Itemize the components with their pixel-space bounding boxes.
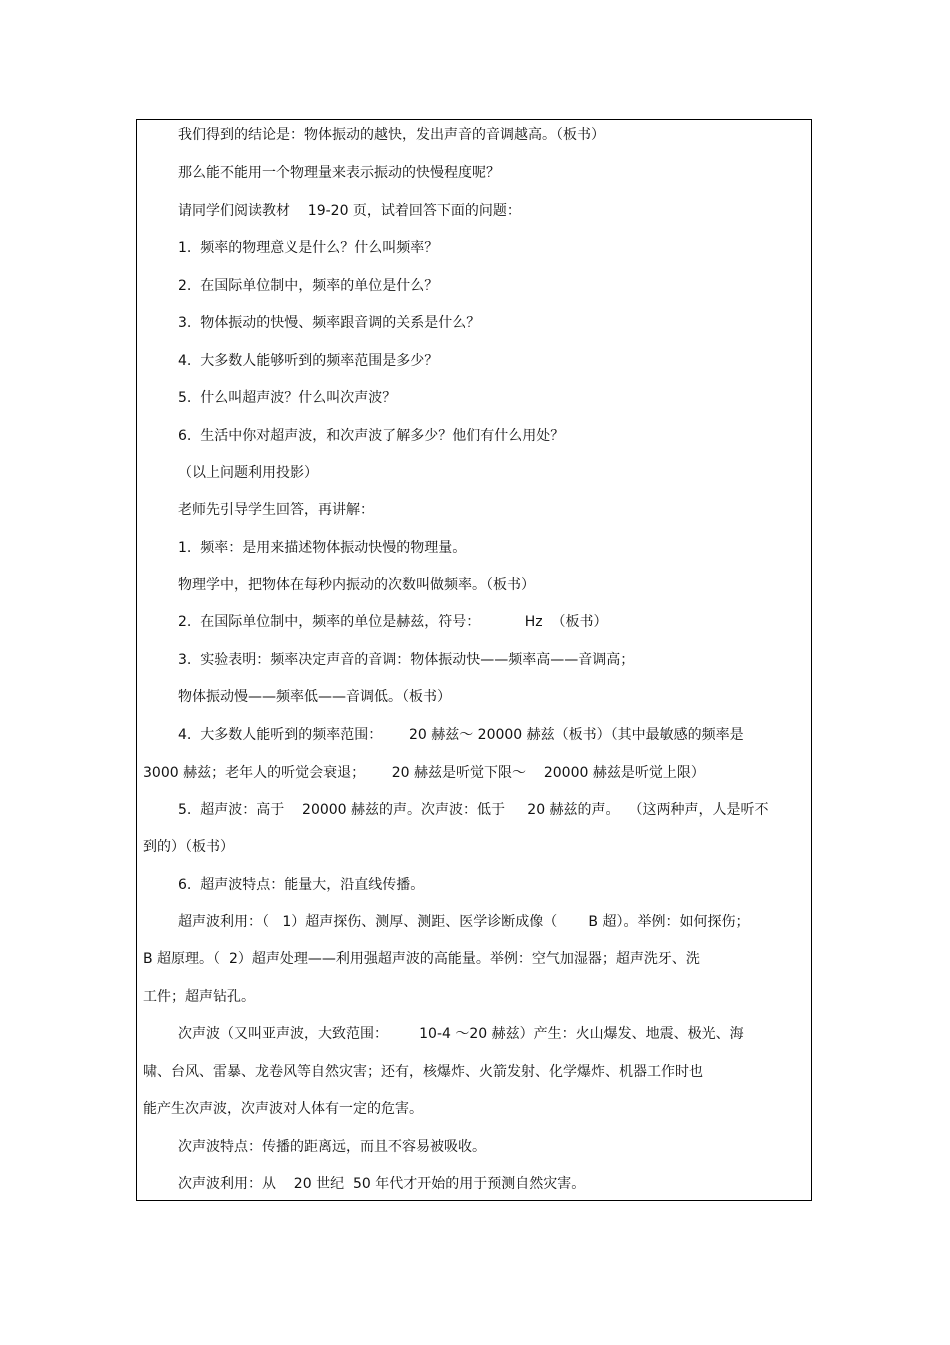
text-line: 3. 物体振动的快慢、频率跟音调的关系是什么？ bbox=[178, 315, 481, 331]
text-line: 物体振动慢——频率低——音调低。（板书） bbox=[178, 689, 451, 705]
text-line: 4. 大多数人能听到的频率范围： 20 赫兹～ 20000 赫兹（板书）（其中最敏感的频率是 bbox=[178, 727, 744, 743]
text-line: 物理学中，把物体在每秒内振动的次数叫做频率。（板书） bbox=[178, 577, 535, 593]
text-line: （以上问题利用投影） bbox=[178, 465, 318, 481]
text-line: 超声波利用：（ 1）超声探伤、测厚、测距、医学诊断成像（ B 超）。举例：如何探伤； bbox=[178, 914, 750, 930]
text-line: 4. 大多数人能够听到的频率范围是多少？ bbox=[178, 353, 439, 369]
text-line: 我们得到的结论是：物体振动的越快，发出声音的音调越高。（板书） bbox=[178, 127, 605, 143]
text-line: 1. 频率的物理意义是什么？什么叫频率？ bbox=[178, 240, 439, 256]
text-line: 能产生次声波，次声波对人体有一定的危害。 bbox=[143, 1101, 423, 1117]
text-line: 3. 实验表明：频率决定声音的音调：物体振动快——频率高——音调高； bbox=[178, 652, 635, 668]
text-line: 次声波特点：传播的距离远，而且不容易被吸收。 bbox=[178, 1139, 486, 1155]
text-line: 啸、台风、雷暴、龙卷风等自然灾害；还有，核爆炸、火箭发射、化学爆炸、机器工作时也 bbox=[143, 1064, 703, 1080]
text-line: 5. 什么叫超声波？什么叫次声波？ bbox=[178, 390, 397, 406]
text-line: 6. 超声波特点：能量大，沿直线传播。 bbox=[178, 877, 425, 893]
text-line: 次声波（又叫亚声波，大致范围： 10-4 ～20 赫兹）产生：火山爆发、地震、极光、海 bbox=[178, 1026, 744, 1042]
text-line: 1. 频率：是用来描述物体振动快慢的物理量。 bbox=[178, 540, 467, 556]
text-line: 3000 赫兹；老年人的听觉会衰退； 20 赫兹是听觉下限～ 20000 赫兹是听觉上限） bbox=[143, 765, 705, 781]
text-line: 2. 在国际单位制中，频率的单位是什么？ bbox=[178, 278, 439, 294]
text-line: 2. 在国际单位制中，频率的单位是赫兹，符号： Hz （板书） bbox=[178, 614, 608, 630]
text-line: 老师先引导学生回答，再讲解： bbox=[178, 502, 374, 518]
text-line: B 超原理。（ 2）超声处理——利用强超声波的高能量。举例：空气加湿器；超声洗牙、洗 bbox=[143, 951, 700, 967]
text-line: 请同学们阅读教材 19-20 页，试着回答下面的问题： bbox=[178, 203, 521, 219]
text-line: 5. 超声波：高于 20000 赫兹的声。次声波：低于 20 赫兹的声。 （这两种声，人是听不 bbox=[178, 802, 769, 818]
text-line: 那么能不能用一个物理量来表示振动的快慢程度呢？ bbox=[178, 165, 500, 181]
text-line: 次声波利用：从 20 世纪 50 年代才开始的用于预测自然灾害。 bbox=[178, 1176, 586, 1192]
text-line: 6. 生活中你对超声波，和次声波了解多少？他们有什么用处？ bbox=[178, 428, 565, 444]
text-line: 到的）（板书） bbox=[143, 839, 234, 855]
text-line: 工件；超声钻孔。 bbox=[143, 989, 255, 1005]
